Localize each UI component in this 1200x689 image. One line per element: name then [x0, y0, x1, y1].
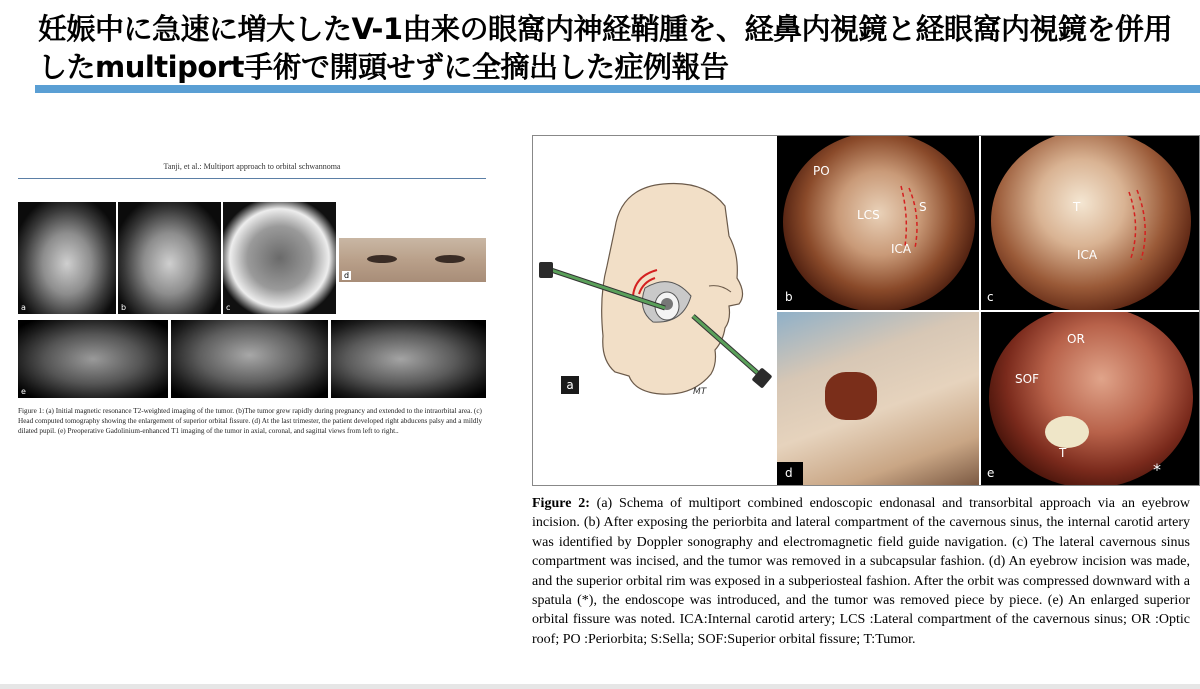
label-t: T [1059, 446, 1067, 460]
panel-label-d: d [344, 271, 350, 280]
paper-figure-1 [18, 160, 486, 460]
paper-running-header: Tanji, et al.: Multiport approach to orbital schwannoma [163, 162, 341, 171]
label-t: T [1073, 200, 1081, 214]
label-sof: SOF [1015, 372, 1039, 386]
panel-label-c: c [226, 303, 231, 312]
label-ica: ICA [1077, 248, 1098, 262]
mri-axial-pregnancy-image [118, 202, 221, 314]
panel-label-a: a [561, 376, 579, 394]
endoscopic-view-panel-e [981, 312, 1199, 485]
endoscopic-view-panel-b [777, 136, 979, 310]
label-spatula-asterisk: * [1153, 460, 1161, 479]
right-eye [367, 255, 397, 263]
title-underline [35, 85, 1200, 93]
figure-2-caption-body: (a) Schema of multiport combined endoscopic endonasal and transorbital approach via an eyebrow incision. (b) After exposing the periorbita and lateral compartment of the cavernous sinus, the internal carotid artery was identified by Doppler sonography and electromagnetic field guide navigation. (c) The lateral cavernous sinus compartment was incised, and the tumor was removed in a subcapsular fashion. (d) An eyebrow incision was made, and the superior orbital rim was exposed in a subperiosteal fashion. After the orbit was compressed downward with a spatula (*), the endoscope was introduced, and the tumor was removed piece by piece. (e) An enlarged superior orbital fissure was noted. ICA:Internal carotid artery; LCS :Lateral compartment of the cavernous sinus; OR :Optic roof; PO :Periorbita; S:Sella; SOF:Superior orbital fissure; T:Tumor. [532, 496, 1190, 647]
artist-signature: MT [693, 387, 707, 397]
panel-label-d: d [785, 466, 793, 480]
paper-figure-1-caption: Figure 1: (a) Initial magnetic resonance T2-weighted imaging of the tumor. (b)The tumor grew rapidly during pregnancy and extended to the intraorbital area. (c) Head computed tomography showing the enlargement of superior orbital fissure. (d) At the last trimester, the patient developed right abducens palsy and a mildly dilated pupil. (e) Preoperative Gadolinium-enhanced T1 imaging of the tumor in axial, coronal, and sagittal views from left to right.. [18, 407, 483, 435]
multiport-approach-schema-drawing [533, 136, 775, 485]
panel-label-b: b [121, 303, 127, 312]
slide-footer-strip [0, 684, 1200, 689]
transorbital-endoscope-handle [539, 262, 553, 278]
mri-t1-sagittal-image [331, 320, 486, 398]
panel-label-c: c [987, 290, 994, 304]
paper-header-rule [18, 178, 486, 179]
figure-2-caption-lead: Figure 2: [532, 496, 590, 511]
mri-t1-coronal-image [171, 320, 328, 398]
dashed-outline-left [1129, 192, 1136, 258]
ct-axial-image [223, 202, 336, 314]
mri-t1-axial-image [18, 320, 168, 398]
tumor-fragment [1045, 416, 1089, 448]
panel-c-outline-annotation [981, 136, 1199, 310]
label-s: S [919, 200, 927, 214]
panel-label-b: b [785, 290, 793, 304]
endoscopic-view-panel-c [981, 136, 1199, 310]
label-po: PO [813, 164, 830, 178]
dashed-outline-right [1137, 190, 1145, 260]
left-eye [435, 255, 465, 263]
panel-b-outline-annotation [777, 136, 979, 310]
schema-panel [533, 136, 775, 485]
panel-label-a: a [21, 303, 26, 312]
dashed-outline-right [909, 188, 917, 248]
mri-axial-initial-image [18, 202, 116, 314]
operative-photo-panel-d [777, 312, 979, 485]
dashed-outline-left [901, 186, 906, 246]
figure-2-caption [532, 494, 1190, 649]
panel-label-e: e [21, 387, 26, 396]
slide-title: 妊娠中に急速に増大したV-1由来の眼窩内神経鞘腫を、経鼻内視鏡と経眼窩内視鏡を併用したmultiport手術で開頭せずに全摘出した症例報告 [38, 12, 1173, 84]
endoscopic-circle [989, 312, 1193, 485]
label-lcs: LCS [857, 208, 880, 222]
label-ica: ICA [891, 242, 912, 256]
label-or: OR [1067, 332, 1085, 346]
figure-2-panels [532, 135, 1200, 486]
patient-eyes-photo [339, 238, 486, 282]
panel-label-e: e [987, 466, 995, 480]
eyebrow-incision-site [825, 372, 877, 420]
